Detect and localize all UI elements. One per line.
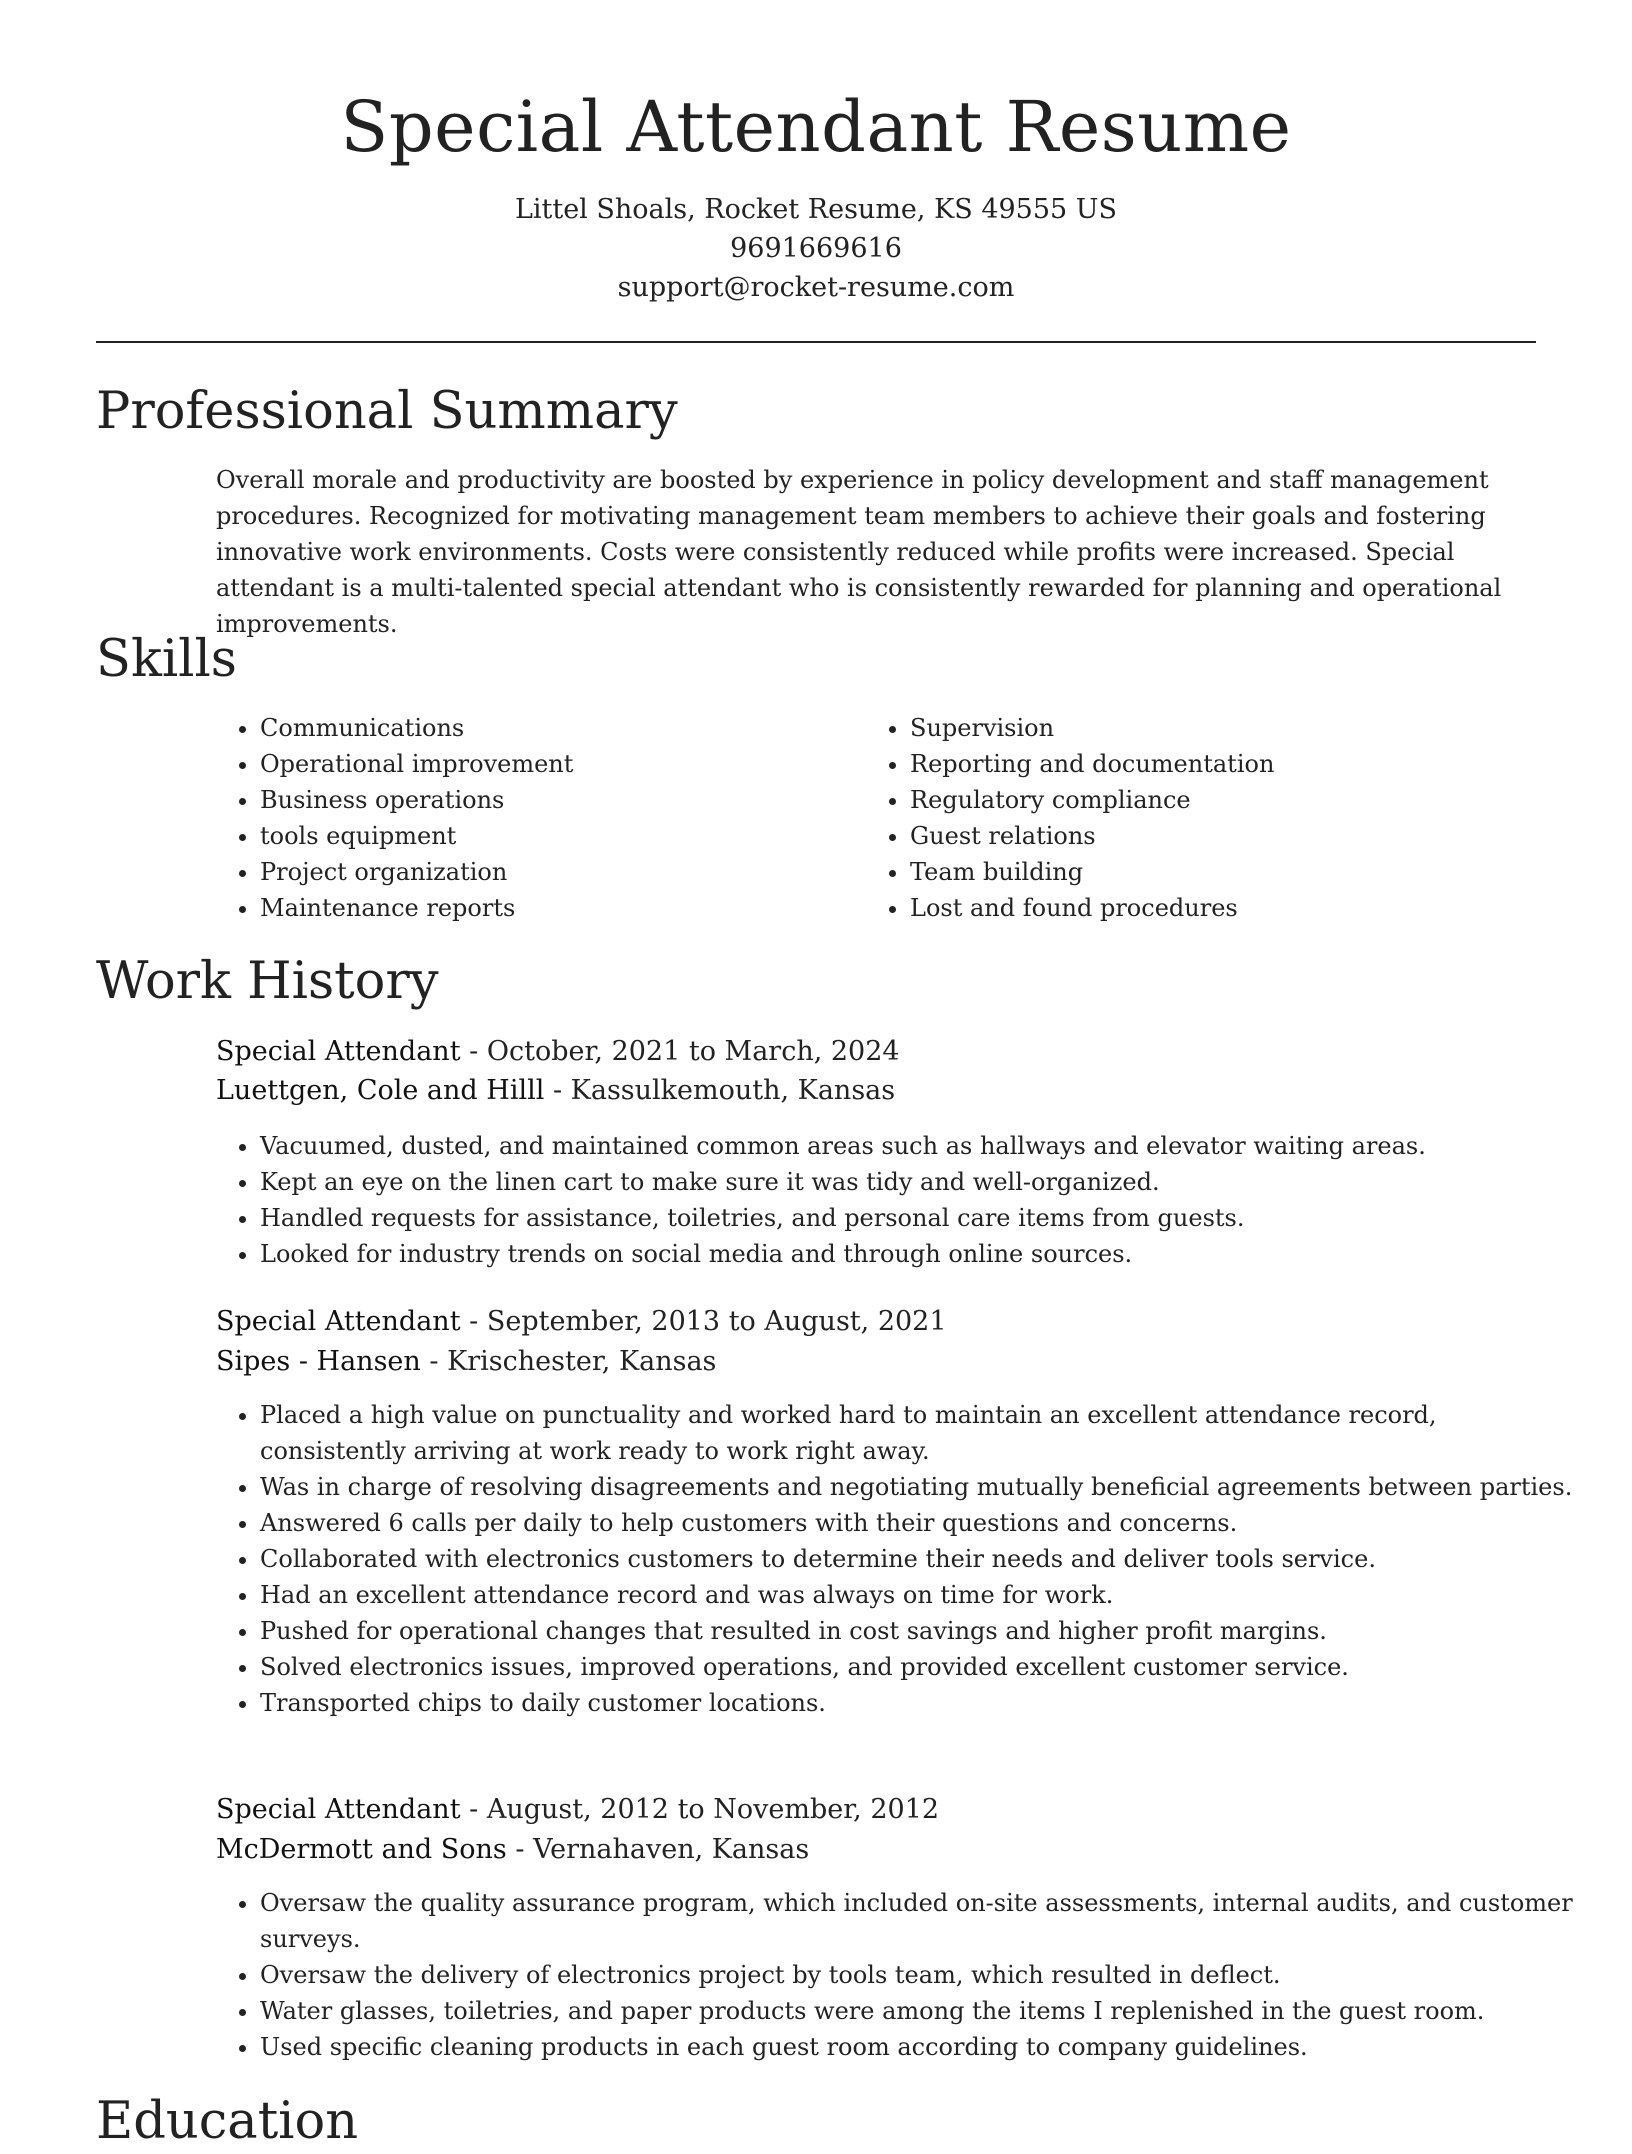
skill-item: • Supervision bbox=[910, 710, 1510, 746]
job-title-line bbox=[216, 1790, 939, 1830]
job-bullet: • Looked for industry trends on social media and through online sources. bbox=[260, 1236, 1580, 1272]
job-company-line bbox=[216, 1071, 895, 1111]
address: Littel Shoals, Rocket Resume, KS 49555 US bbox=[514, 194, 1118, 225]
job-bullet: • Transported chips to daily customer locations. bbox=[260, 1685, 1580, 1721]
job-company: Luettgen, Cole and Hilll bbox=[216, 1075, 545, 1106]
job-bullets bbox=[216, 1885, 1580, 2065]
skill-item: • Communications bbox=[260, 710, 860, 746]
separator: - bbox=[420, 1346, 448, 1377]
job-company: McDermott and Sons bbox=[216, 1834, 507, 1865]
separator: - bbox=[460, 1306, 487, 1337]
job-title-line bbox=[216, 1032, 900, 1072]
job-title: Special Attendant bbox=[216, 1306, 461, 1337]
skill-item: • Business operations bbox=[260, 782, 860, 818]
job-dates: October, 2021 to March, 2024 bbox=[486, 1036, 900, 1067]
job-bullets bbox=[216, 1397, 1580, 1721]
skill-item: • Operational improvement bbox=[260, 746, 860, 782]
job-bullet: • Solved electronics issues, improved operations, and provided excellent customer service. bbox=[260, 1649, 1580, 1685]
job-company-line bbox=[216, 1830, 809, 1870]
skills-list-right bbox=[866, 710, 1510, 926]
skill-item: • Project organization bbox=[260, 854, 860, 890]
job-bullets bbox=[216, 1128, 1580, 1272]
job-bullet: • Placed a high value on punctuality and worked hard to maintain an excellent attendance record, consistently arriving at work ready to work right away. bbox=[260, 1397, 1580, 1469]
separator: - bbox=[544, 1075, 571, 1106]
job-title: Special Attendant bbox=[216, 1036, 461, 1067]
job-location: Vernahaven, Kansas bbox=[533, 1834, 810, 1865]
skills-list-left bbox=[216, 710, 860, 926]
skill-item: • Regulatory compliance bbox=[910, 782, 1510, 818]
phone: 9691669616 bbox=[730, 233, 902, 264]
separator: - bbox=[506, 1834, 534, 1865]
work-history-heading: Work History bbox=[96, 952, 439, 1011]
job-bullet: • Used specific cleaning products in each guest room according to company guidelines. bbox=[260, 2029, 1580, 2065]
job-company-line bbox=[216, 1342, 716, 1382]
separator: - bbox=[460, 1794, 487, 1825]
job-bullet: • Handled requests for assistance, toiletries, and personal care items from guests. bbox=[260, 1200, 1580, 1236]
job-company: Sipes - Hansen bbox=[216, 1346, 421, 1377]
skill-item: • tools equipment bbox=[260, 818, 860, 854]
skill-item: • Maintenance reports bbox=[260, 890, 860, 926]
job-dates: September, 2013 to August, 2021 bbox=[486, 1306, 947, 1337]
header-divider bbox=[96, 341, 1536, 343]
job-dates: August, 2012 to November, 2012 bbox=[486, 1794, 940, 1825]
job-bullet: • Oversaw the delivery of electronics project by tools team, which resulted in deflect. bbox=[260, 1957, 1580, 1993]
job-location: Kassulkemouth, Kansas bbox=[570, 1075, 896, 1106]
job-bullet: • Vacuumed, dusted, and maintained common areas such as hallways and elevator waiting areas. bbox=[260, 1128, 1580, 1164]
job-bullet: • Collaborated with electronics customers to determine their needs and deliver tools service. bbox=[260, 1541, 1580, 1577]
contact-block bbox=[0, 190, 1632, 307]
job-bullet: • Kept an eye on the linen cart to make sure it was tidy and well-organized. bbox=[260, 1164, 1580, 1200]
skill-item: • Team building bbox=[910, 854, 1510, 890]
summary-text: Overall morale and productivity are boosted by experience in policy development and staff management procedures. Recognized for motivating management team members to achieve their goals and fostering innovative work environments. Costs were consistently reduced while profits were increased. Special attendant is a multi-talented special attendant who is consistently rewarded for planning and operational improvements. bbox=[216, 466, 1502, 638]
job-bullet: • Had an excellent attendance record and was always on time for work. bbox=[260, 1577, 1580, 1613]
skill-item: • Guest relations bbox=[910, 818, 1510, 854]
skill-item: • Reporting and documentation bbox=[910, 746, 1510, 782]
resume-title: Special Attendant Resume bbox=[340, 86, 1292, 168]
skills-heading: Skills bbox=[96, 630, 237, 689]
job-title: Special Attendant bbox=[216, 1794, 461, 1825]
job-bullet: • Oversaw the quality assurance program, which included on-site assessments, internal audits, and customer surveys. bbox=[260, 1885, 1580, 1957]
job-location: Krischester, Kansas bbox=[447, 1346, 717, 1377]
summary-heading: Professional Summary bbox=[96, 382, 678, 441]
job-bullet: • Water glasses, toiletries, and paper products were among the items I replenished in the guest room. bbox=[260, 1993, 1580, 2029]
job-bullet: • Answered 6 calls per daily to help customers with their questions and concerns. bbox=[260, 1505, 1580, 1541]
job-bullet: • Was in charge of resolving disagreements and negotiating mutually beneficial agreements between parties. bbox=[260, 1469, 1580, 1505]
education-heading: Education bbox=[96, 2092, 359, 2151]
job-title-line bbox=[216, 1302, 947, 1342]
skill-item: • Lost and found procedures bbox=[910, 890, 1510, 926]
job-bullet: • Pushed for operational changes that resulted in cost savings and higher profit margins. bbox=[260, 1613, 1580, 1649]
email: support@rocket-resume.com bbox=[617, 272, 1015, 303]
separator: - bbox=[460, 1036, 487, 1067]
